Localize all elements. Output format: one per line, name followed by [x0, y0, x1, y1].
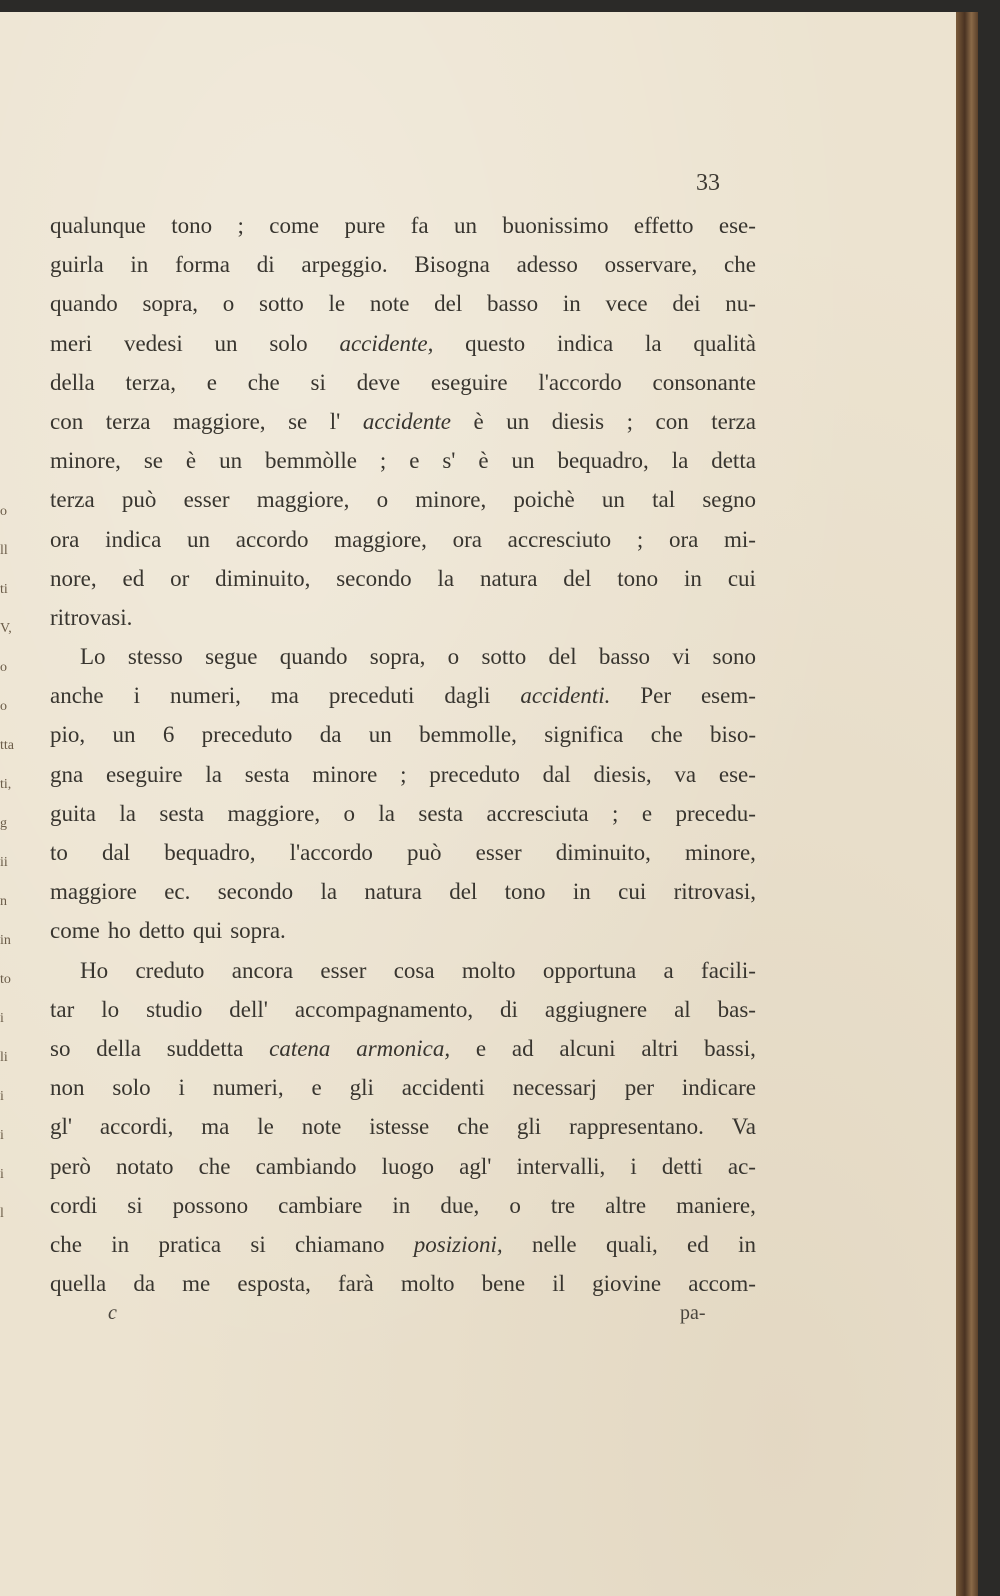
text-line: guirla in forma di arpeggio. Bisogna adesso osservare, che [50, 252, 756, 278]
bleed-mark: g [0, 816, 7, 831]
bleed-mark: i [0, 1167, 4, 1182]
bleed-mark: n [0, 894, 7, 909]
bleed-mark: o [0, 504, 7, 519]
bleed-mark: ti [0, 582, 8, 597]
text-line: ritrovasi. [50, 604, 133, 630]
text-line: meri vedesi un solo accidente, questo indica la qualità [50, 330, 756, 356]
text-line: Ho creduto ancora esser cosa molto opportuna a facili- [80, 957, 756, 983]
bleed-mark: i [0, 1089, 4, 1104]
text-line: gna eseguire la sesta minore ; preceduto dal diesis, va ese- [50, 761, 756, 787]
bleed-mark: in [0, 933, 11, 948]
facing-page-bleed [0, 492, 14, 1392]
text-line: maggiore ec. secondo la natura del tono in cui ritrovasi, [50, 879, 756, 905]
bleed-mark: i [0, 1011, 4, 1026]
text-line: quando sopra, o sotto le note del basso in vece dei nu- [50, 291, 756, 317]
text-line: però notato che cambiando luogo agl' intervalli, i detti ac- [50, 1153, 756, 1179]
bleed-mark: V, [0, 621, 12, 636]
text-line: cordi si possono cambiare in due, o tre altre maniere, [50, 1192, 756, 1218]
text-line: quella da me esposta, farà molto bene il giovine accom- [50, 1271, 756, 1297]
bleed-mark: o [0, 660, 7, 675]
body-text [50, 206, 756, 1303]
bleed-mark: ti, [0, 777, 12, 792]
bleed-mark: li [0, 1050, 8, 1065]
bleed-mark: ll [0, 543, 8, 558]
text-line: anche i numeri, ma preceduti dagli accidenti. Per esem- [50, 683, 756, 709]
bleed-mark: i [0, 1128, 4, 1143]
text-line: non solo i numeri, e gli accidenti necessarj per indicare [50, 1075, 756, 1101]
book-page [0, 12, 978, 1596]
text-line: Lo stesso segue quando sopra, o sotto del basso vi sono [80, 644, 756, 670]
text-line: con terza maggiore, se l' accidente è un diesis ; con terza [50, 408, 756, 434]
text-line: che in pratica si chiamano posizioni, nelle quali, ed in [50, 1231, 756, 1257]
text-line: terza può esser maggiore, o minore, poichè un tal segno [50, 487, 756, 513]
text-line: pio, un 6 preceduto da un bemmolle, significa che biso- [50, 722, 756, 748]
text-line: to dal bequadro, l'accordo può esser diminuito, minore, [50, 840, 756, 865]
text-line: qualunque tono ; come pure fa un buonissimo effetto ese- [50, 213, 756, 238]
text-line: ora indica un accordo maggiore, ora accresciuto ; ora mi- [50, 526, 756, 552]
bleed-mark: tta [0, 738, 14, 753]
catchword: pa- [680, 1302, 706, 1324]
text-line: come ho detto qui sopra. [50, 918, 286, 944]
text-line: so della suddetta catena armonica, e ad alcuni altri bassi, [50, 1035, 756, 1061]
text-line: nore, ed or diminuito, secondo la natura del tono in cui [50, 565, 756, 591]
bleed-mark: ii [0, 855, 8, 870]
bleed-mark: o [0, 699, 7, 714]
bleed-mark: to [0, 972, 11, 987]
bleed-mark: l [0, 1206, 4, 1221]
text-line: tar lo studio dell' accompagnamento, di aggiugnere al bas- [50, 996, 756, 1022]
text-line: della terza, e che si deve eseguire l'accordo consonante [50, 369, 756, 395]
page-number: 33 [696, 170, 720, 196]
signature-mark: c [108, 1302, 117, 1324]
text-line: guita la sesta maggiore, o la sesta accresciuta ; e precedu- [50, 800, 756, 826]
text-line: gl' accordi, ma le note istesse che gli rappresentano. Va [50, 1114, 756, 1140]
text-line: minore, se è un bemmòlle ; e s' è un bequadro, la detta [50, 448, 756, 474]
page-edge [956, 12, 978, 1596]
